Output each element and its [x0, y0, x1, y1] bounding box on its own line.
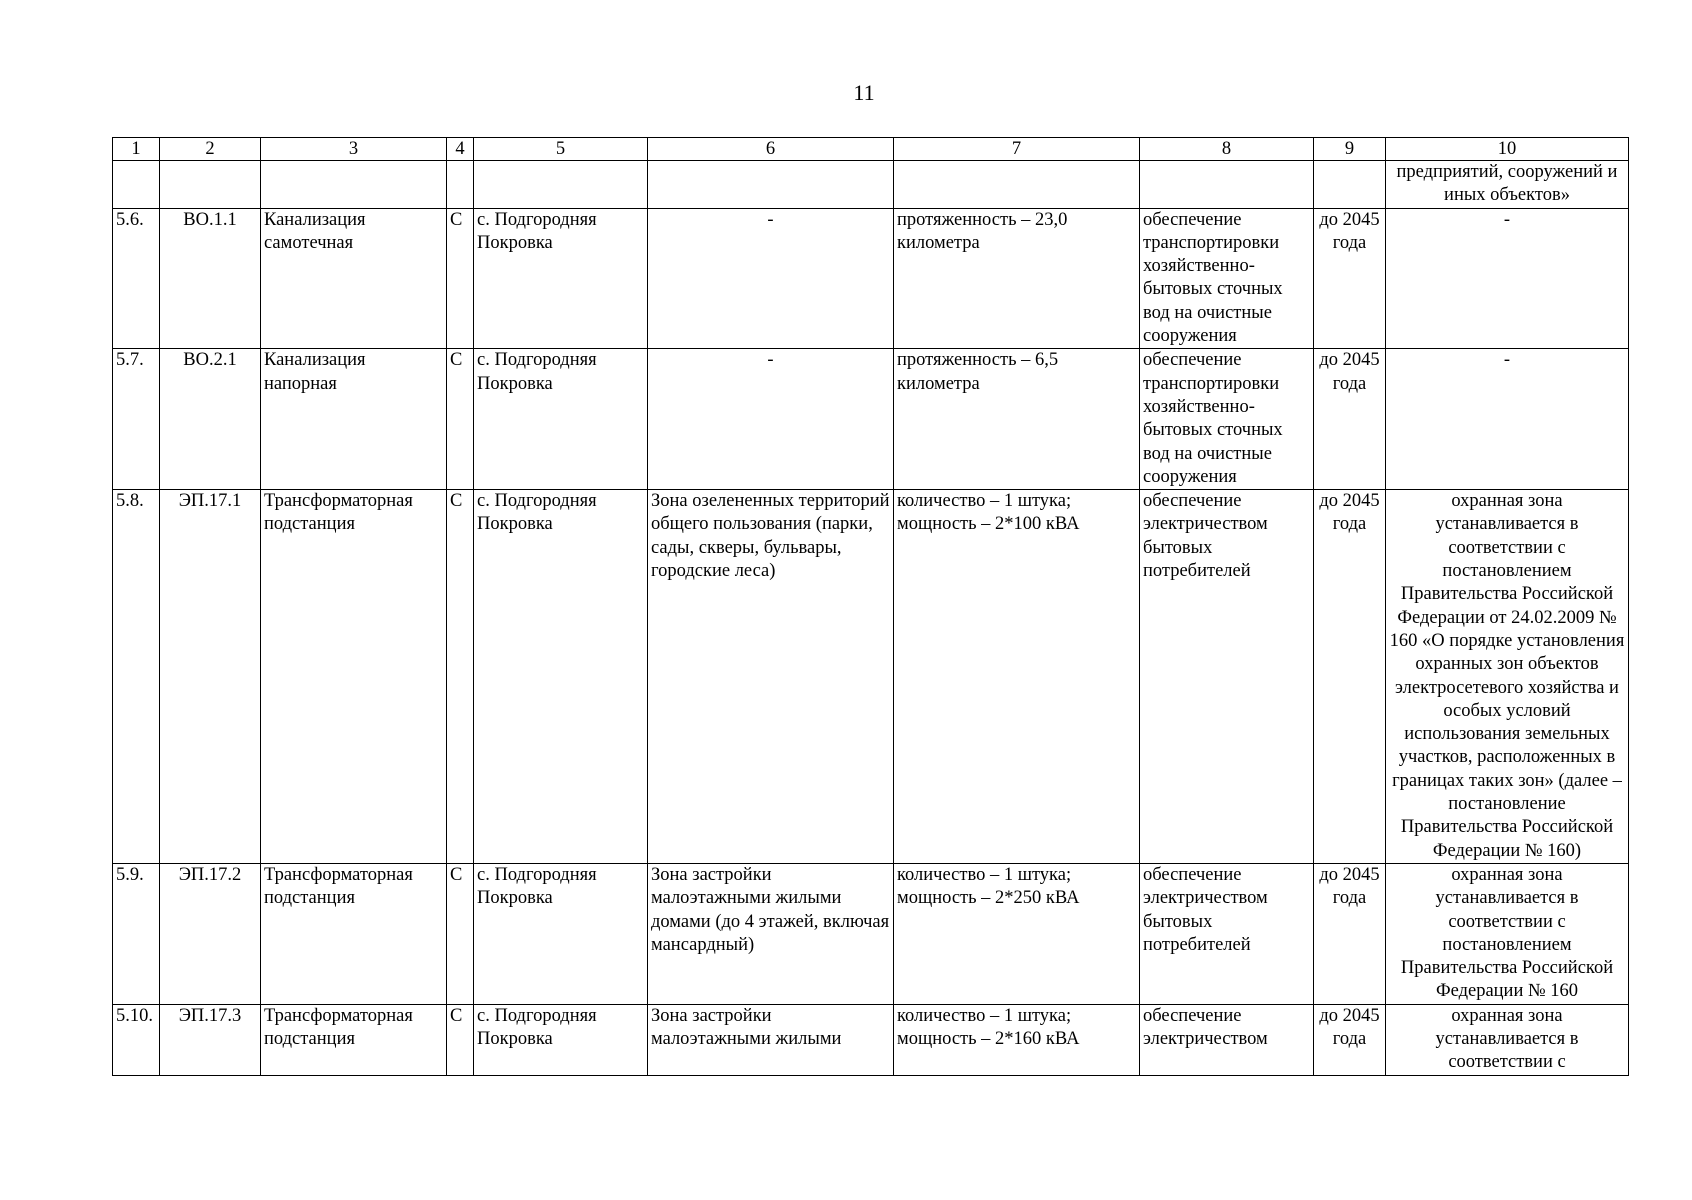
- object-status: С: [447, 863, 474, 1004]
- object-purpose: обеспечение транспортировки хозяйственно-бытовых сточных вод на очистные сооружения: [1140, 208, 1314, 349]
- object-name: Трансформаторная подстанция: [261, 490, 447, 864]
- object-location: с. Подгородняя Покровка: [474, 349, 648, 490]
- object-name: Канализация самотечная: [261, 208, 447, 349]
- object-deadline: до 2045 года: [1314, 490, 1386, 864]
- restrictions-cell: охранная зона устанавливается в соответствии с постановлением Правительства Российской Федерации № 160: [1386, 863, 1629, 1004]
- objects-table: [112, 137, 1629, 1076]
- restrictions-cell: -: [1386, 349, 1629, 490]
- row-number: 5.6.: [113, 208, 160, 349]
- row-number: 5.10.: [113, 1004, 160, 1075]
- column-number: 6: [648, 138, 894, 161]
- object-name: Канализация напорная: [261, 349, 447, 490]
- object-location: с. Подгородняя Покровка: [474, 490, 648, 864]
- restrictions-cell: предприятий, сооружений и иных объектов»: [1386, 161, 1629, 209]
- object-deadline: до 2045 года: [1314, 863, 1386, 1004]
- object-characteristics: протяженность – 6,5 километра: [894, 349, 1140, 490]
- functional-zone: -: [648, 208, 894, 349]
- page-number: 11: [853, 80, 875, 105]
- object-characteristics: количество – 1 штука; мощность – 2*250 кВА: [894, 863, 1140, 1004]
- object-location: с. Подгородняя Покровка: [474, 208, 648, 349]
- object-purpose: обеспечение транспортировки хозяйственно-бытовых сточных вод на очистные сооружения: [1140, 349, 1314, 490]
- object-code: ВО.2.1: [160, 349, 261, 490]
- row-number: 5.7.: [113, 349, 160, 490]
- object-deadline: до 2045 года: [1314, 208, 1386, 349]
- object-purpose: обеспечение электричеством: [1140, 1004, 1314, 1075]
- object-status: С: [447, 1004, 474, 1075]
- functional-zone: -: [648, 349, 894, 490]
- object-deadline: до 2045 года: [1314, 349, 1386, 490]
- object-characteristics: количество – 1 штука; мощность – 2*160 кВА: [894, 1004, 1140, 1075]
- column-number: 8: [1140, 138, 1314, 161]
- functional-zone: Зона застройки малоэтажными жилыми: [648, 1004, 894, 1075]
- row-number: 5.9.: [113, 863, 160, 1004]
- object-code: ЭП.17.1: [160, 490, 261, 864]
- table-row: [113, 1004, 1629, 1075]
- table-row: [113, 863, 1629, 1004]
- object-purpose: обеспечение электричеством бытовых потребителей: [1140, 863, 1314, 1004]
- column-number: 2: [160, 138, 261, 161]
- object-name: Трансформаторная подстанция: [261, 1004, 447, 1075]
- object-location: с. Подгородняя Покровка: [474, 863, 648, 1004]
- table-row: [113, 490, 1629, 864]
- functional-zone: Зона застройки малоэтажными жилыми домами (до 4 этажей, включая мансардный): [648, 863, 894, 1004]
- column-number: 7: [894, 138, 1140, 161]
- column-number: 3: [261, 138, 447, 161]
- object-code: ЭП.17.2: [160, 863, 261, 1004]
- restrictions-cell: охранная зона устанавливается в соответствии с: [1386, 1004, 1629, 1075]
- object-code: ЭП.17.3: [160, 1004, 261, 1075]
- functional-zone: Зона озелененных территорий общего пользования (парки, сады, скверы, бульвары, городские леса): [648, 490, 894, 864]
- object-deadline: до 2045 года: [1314, 1004, 1386, 1075]
- column-number: 10: [1386, 138, 1629, 161]
- object-status: С: [447, 208, 474, 349]
- restrictions-cell: охранная зона устанавливается в соответствии с постановлением Правительства Российской Федерации от 24.02.2009 № 160 «О порядке установления охранных зон объектов электросетевого хозяйства и особых условий использования земельных участков, расположенных в границах таких зон» (далее – постановление Правительства Российской Федерации № 160): [1386, 490, 1629, 864]
- object-location: с. Подгородняя Покровка: [474, 1004, 648, 1075]
- column-number: 1: [113, 138, 160, 161]
- object-status: С: [447, 490, 474, 864]
- row-number: 5.8.: [113, 490, 160, 864]
- restrictions-cell: -: [1386, 208, 1629, 349]
- object-characteristics: протяженность – 23,0 километра: [894, 208, 1140, 349]
- table-row: [113, 208, 1629, 349]
- object-name: Трансформаторная подстанция: [261, 863, 447, 1004]
- object-status: С: [447, 349, 474, 490]
- object-code: ВО.1.1: [160, 208, 261, 349]
- column-number: 5: [474, 138, 648, 161]
- object-characteristics: количество – 1 штука; мощность – 2*100 кВА: [894, 490, 1140, 864]
- table-row: [113, 349, 1629, 490]
- column-number: 4: [447, 138, 474, 161]
- continuation-row: [113, 161, 1629, 209]
- object-purpose: обеспечение электричеством бытовых потребителей: [1140, 490, 1314, 864]
- column-number: 9: [1314, 138, 1386, 161]
- column-number-row: [113, 138, 1629, 161]
